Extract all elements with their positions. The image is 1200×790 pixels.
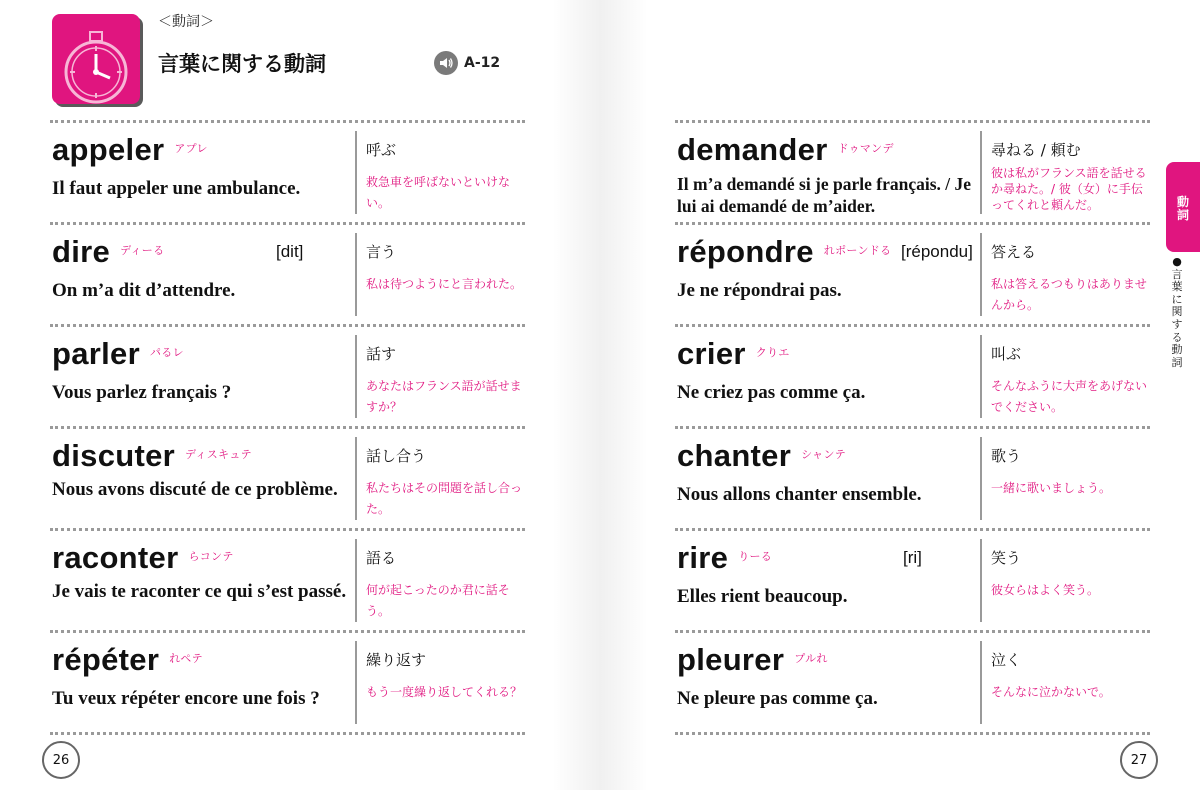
japanese-meaning: 歌う [991,447,1022,465]
list-item [675,426,1150,528]
french-word: raconter $^{らコンテ}$ [52,540,234,575]
french-word: discuter $^{ディスキュテ}$ [52,438,252,473]
japanese-translation: そんなに泣かないで。 [991,685,1111,699]
list-item [675,630,1150,735]
french-word: dire $^{ディーる}$ [52,234,165,269]
track-number: A-12 [464,55,501,71]
list-item [675,324,1150,426]
speaker-icon[interactable] [434,51,458,75]
japanese-meaning: 笑う [991,549,1022,567]
pronunciation: プルれ [794,652,828,665]
pronunciation: アプレ [174,142,208,155]
pronunciation: シャンテ [801,448,847,461]
french-word: crier $^{クりエ}$ [677,336,790,371]
section-heading: ●言葉に関する動詞 [1171,255,1183,369]
example-sentence: Nous allons chanter ensemble. [677,484,922,505]
divider [980,641,982,724]
japanese-translation: 私たちはその問題を話し合った。 [366,481,523,516]
french-word: répéter $^{れペテ}$ [52,642,203,677]
divider [980,233,982,316]
japanese-translation: 私は待つようにと言われた。 [366,277,523,291]
example-sentence: Ne criez pas comme ça. [677,382,866,403]
page-number-right: 27 [1120,741,1158,779]
list-item [50,426,525,528]
japanese-meaning: 答える [991,243,1037,261]
list-item [50,528,525,630]
pronunciation: クりエ [755,346,790,359]
page-title: 言葉に関する動詞 [158,52,326,76]
page-number-left: 26 [42,741,80,779]
list-item [50,120,525,222]
japanese-meaning: 繰り返す [366,651,427,669]
french-word: chanter $^{シャンテ}$ [677,438,847,473]
japanese-meaning: 呼ぶ [366,141,397,159]
japanese-translation: 何が起こったのか君に話そう。 [366,583,510,618]
pronunciation: ディーる [120,244,165,257]
japanese-translation: そんなふうに大声をあげないでください。 [991,379,1148,414]
divider [980,539,982,622]
divider [355,233,357,316]
example-sentence: Je ne répondrai pas. [677,280,842,301]
french-word: parler $^{パるレ}$ [52,336,184,371]
japanese-meaning: 叫ぶ [991,345,1022,363]
french-word: demander $^{ドゥマンデ}$ [677,132,894,167]
example-sentence: Vous parlez français ? [52,382,232,403]
right-entry-list [675,120,1150,735]
example-sentence: Ne pleure pas comme ça. [677,688,878,709]
japanese-translation: 彼女らはよく笑う。 [991,583,1100,597]
example-sentence: Il m’a demandé si je parle français. / Je lui ai demandé de m’aider. [677,174,972,216]
french-word: appeler $^{アプレ}$ [52,132,208,167]
divider [980,335,982,418]
divider [980,131,982,214]
list-item [675,120,1150,222]
page-gutter [552,0,648,790]
pronunciation: りーる [738,550,773,563]
list-item [50,630,525,735]
japanese-translation: 一緒に歌いましょう。 [991,481,1112,495]
japanese-meaning: 話す [366,345,397,363]
left-entry-list [50,120,525,735]
category-label: ＜動詞＞ [158,14,214,30]
divider [355,437,357,520]
japanese-translation: 救急車を呼ばないといけない。 [366,175,511,210]
divider [980,437,982,520]
japanese-meaning: 語る [366,549,397,567]
past-participle: [ri] [903,548,922,567]
french-word: rire $^{りーる}$ [677,540,773,575]
french-word: répondre $^{れポーンドる}$ [677,234,892,269]
list-item [675,222,1150,324]
pronunciation: れペテ [169,652,203,665]
japanese-translation: 彼は私がフランス語を話せるか尋ねた。/ 彼（女）に手伝ってくれと頼んだ。 [991,166,1147,212]
list-item [50,222,525,324]
japanese-translation: 私は答えるつもりはありませんから。 [991,277,1147,312]
pronunciation: ドゥマンデ [837,142,894,155]
japanese-translation: あなたはフランス語が話せますか？ [366,379,522,414]
section-tab-label: 動詞 [1176,195,1189,222]
example-sentence: Je vais te raconter ce qui s’est passé. [52,581,347,602]
example-sentence: On m’a dit d’attendre. [52,280,236,301]
japanese-meaning: 尋ねる / 頼む [991,141,1081,159]
japanese-translation: もう一度繰り返してくれる？ [366,685,523,699]
list-item [50,324,525,426]
pronunciation: ディスキュテ [185,448,252,461]
divider [355,641,357,724]
audio-track[interactable] [434,51,500,75]
french-word: pleurer $^{プルれ}$ [677,642,828,677]
example-sentence: Tu veux répéter encore une fois ? [52,688,320,709]
past-participle: [dit] [276,242,304,261]
japanese-meaning: 話し合う [366,447,427,465]
pronunciation: らコンテ [188,550,234,563]
divider [355,335,357,418]
japanese-meaning: 言う [366,243,397,261]
example-sentence: Il faut appeler une ambulance. [52,178,301,199]
list-item [675,528,1150,630]
example-sentence: Nous avons discuté de ce problème. [52,479,338,500]
example-sentence: Elles rient beaucoup. [677,586,848,607]
divider [355,131,357,214]
japanese-meaning: 泣く [991,651,1022,669]
pronunciation: れポーンドる [823,244,892,257]
past-participle: [répondu] [901,242,973,261]
divider [355,539,357,622]
stopwatch-icon [52,14,140,104]
pronunciation: パるレ [149,346,184,359]
